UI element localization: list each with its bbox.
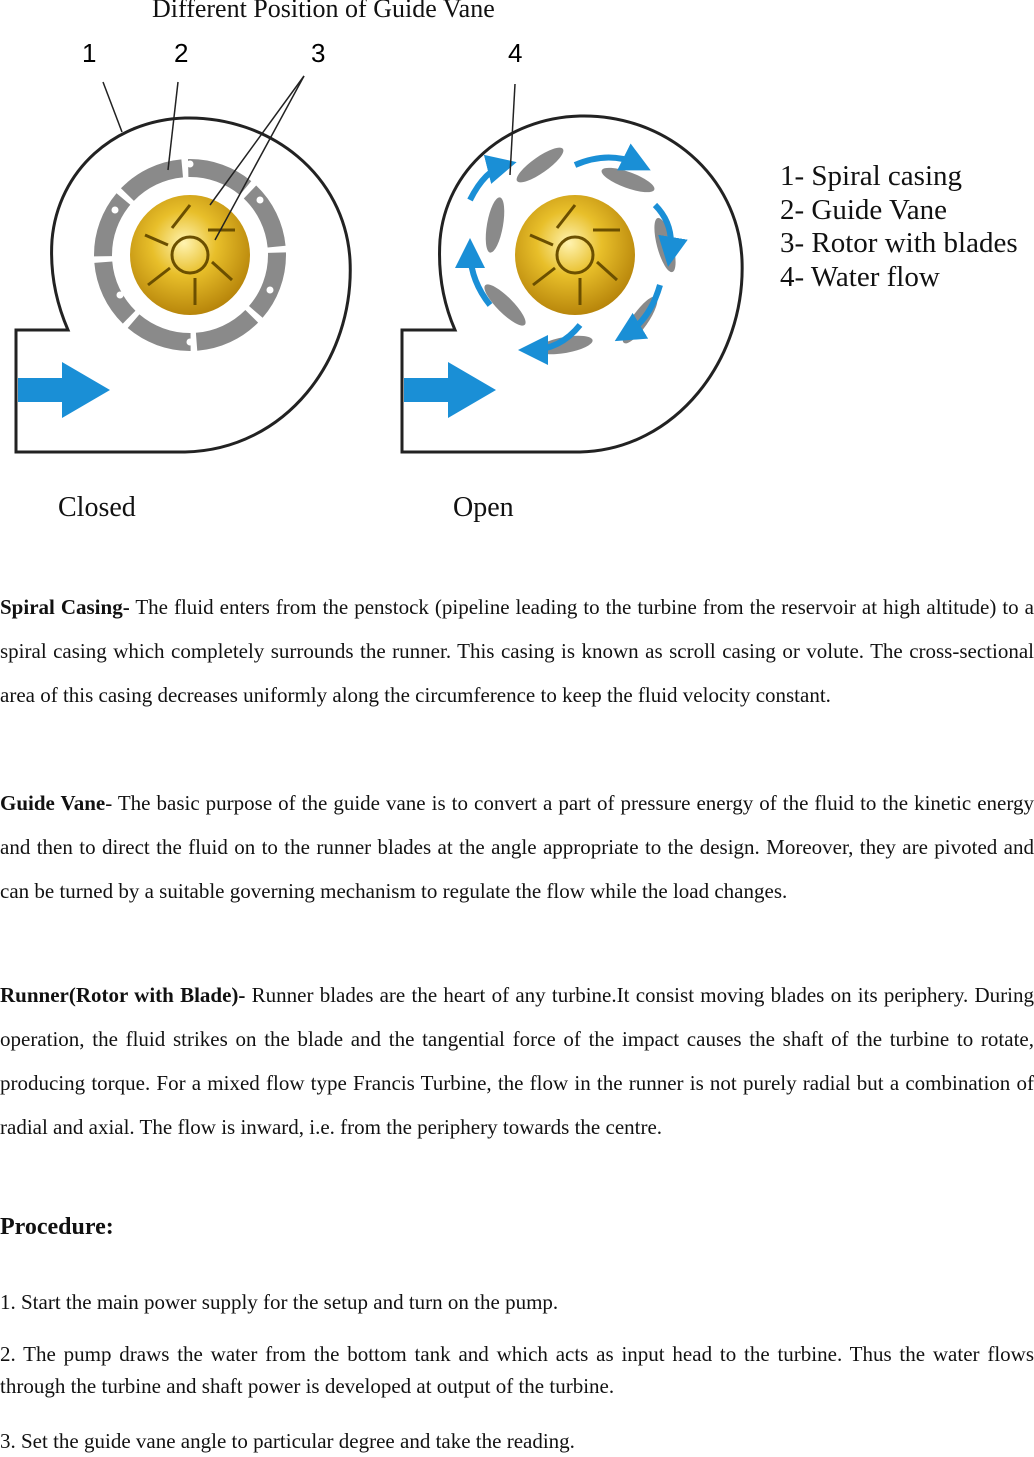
procedure-title: Procedure: bbox=[0, 1214, 114, 1240]
guide-vane-body: - The basic purpose of the guide vane is to convert a part of pressure energy of the fluid to the kinetic energy and then to direct the fluid on to the runner blades at the angle appropriate to the design. Moreover, they are pivoted and can be turned by a suitable governing mechanism to regulate the flow while the load changes. bbox=[0, 791, 1034, 903]
closed-diagram bbox=[16, 118, 350, 452]
legend-item: 4- Water flow bbox=[780, 260, 940, 293]
runner-body: Runner blades are the heart of any turbine.It consist moving blades on its periphery. During operation, the fluid strikes on the blade and the tangential force of the impact causes the shaft of the turbine to rotate, producing torque. For a mixed flow type Francis Turbine, the flow in the runner is not purely radial but a combination of radial and axial. The flow is inward, i.e. from the periphery towards the centre. bbox=[0, 983, 1034, 1139]
label-number-2: 2 bbox=[174, 38, 189, 68]
rotor-closed bbox=[130, 195, 250, 315]
spiral-casing-body: The fluid enters from the penstock (pipeline leading to the turbine from the reservoir at high altitude) to a spiral casing which completely surrounds the runner. This casing is known as scroll casing or volute. The cross-sectional area of this casing decreases uniformly along the circumference to keep the fluid velocity constant. bbox=[0, 595, 1034, 707]
legend-item: 3- Rotor with blades bbox=[780, 227, 1018, 259]
label-number-4: 4 bbox=[508, 38, 523, 68]
procedure-step: 3. Set the guide vane angle to particular degree and take the reading. bbox=[0, 1429, 575, 1453]
open-diagram bbox=[402, 116, 742, 452]
runner-paragraph bbox=[0, 973, 1034, 1149]
legend-item: 1- Spiral casing bbox=[780, 160, 963, 192]
label-number-1: 1 bbox=[82, 38, 97, 68]
procedure-step: 2. The pump draws the water from the bottom tank and which acts as input head to the turbine. Thus the water flows through the turbine and shaft power is developed at output of the turbine. bbox=[0, 1342, 1034, 1398]
caption-open: Open bbox=[453, 492, 514, 523]
spiral-casing-heading: Spiral Casing- bbox=[0, 595, 130, 619]
spiral-casing-paragraph bbox=[0, 585, 1034, 717]
rotor-open bbox=[515, 195, 635, 315]
figure-title: Different Position of Guide Vane bbox=[152, 0, 495, 23]
procedure-step: 1. Start the main power supply for the setup and turn on the pump. bbox=[0, 1290, 559, 1314]
guide-vane-paragraph bbox=[0, 781, 1034, 913]
label-number-3: 3 bbox=[311, 38, 326, 68]
figure-legend bbox=[780, 160, 1018, 294]
runner-heading: Runner(Rotor with Blade)- bbox=[0, 983, 246, 1007]
guide-vane-diagram bbox=[0, 30, 760, 470]
caption-closed: Closed bbox=[58, 492, 136, 523]
guide-vane-heading: Guide Vane bbox=[0, 791, 106, 815]
legend-item: 2- Guide Vane bbox=[780, 193, 947, 226]
